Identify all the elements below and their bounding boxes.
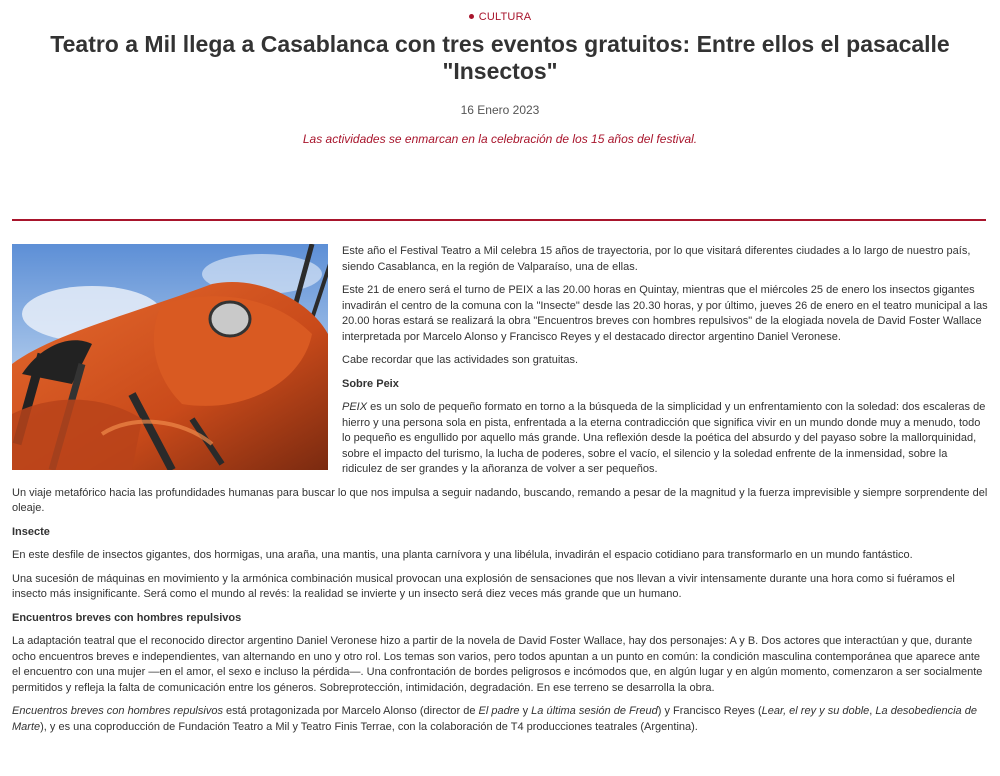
cast-em-3: La última sesión de Freud [531, 705, 658, 717]
peix-text: es un solo de pequeño formato en torno a la búsqueda de la simplicidad y un enfrentamiento con la soledad: dos escaleras de hierro y una persona sola en pista, enfrentada a la eterna contradicción que significa vivir en un mundo donde muy a menudo, todo lo pequeño es engullido por aquello más grande. Una reflexión desde la poética del absurdo y del payaso sobre la mallorquinidad, sobre el impacto del turismo, la lucha de poderes, sobre el vacío, el silencio y la soledad enfrente de la inmensidad, sobre la ridiculez de ser grandes y la añoranza de volver a ser pequeños. [342, 401, 986, 475]
article-title: Teatro a Mil llega a Casablanca con tres eventos gratuitos: Entre ellos el pasacalle "Insectos" [50, 31, 950, 84]
category-dot-icon [469, 14, 474, 19]
article-lead: Las actividades se enmarcan en la celebración de los 15 años del festival. [302, 132, 698, 146]
header-divider [12, 219, 986, 221]
paragraph-free: Cabe recordar que las actividades son gratuitas. [342, 354, 579, 366]
cast-em-2: El padre [478, 705, 520, 717]
paragraph-intro: Este año el Festival Teatro a Mil celebra 15 años de trayectoria, por lo que visitará diferentes ciudades a lo largo de nuestro país, siendo Casablanca, en la región de Valparaíso, una de ellas. [342, 245, 971, 273]
cast-em-5: La desobediencia de Marte [12, 705, 977, 733]
cast-text-2: y [519, 705, 532, 717]
cast-text-3: ) y Francisco Reyes ( [657, 705, 762, 717]
article-body [12, 244, 988, 743]
paragraph-journey: Un viaje metafórico hacia las profundidades humanas para buscar lo que nos impulsa a seguir nadando, buscando, remando a pesar de la magnitud y la fuerza imprevisible y siempre sorprendente del oleaje. [12, 486, 988, 514]
subheading-insecte: Insecte [12, 525, 50, 538]
cast-text-4: , [869, 705, 876, 717]
cast-text-5: ), y es una coproducción de Fundación Teatro a Mil y Teatro Finis Terrae, con la colaboración de T4 producciones teatrales (Argentina). [40, 720, 698, 733]
article-date: 16 Enero 2023 [460, 103, 540, 117]
peix-em: PEIX [342, 401, 368, 413]
paragraph-insecte-parade: En este desfile de insectos gigantes, dos hormigas, una araña, una mantis, una planta carnívora y una libélula, invadirán el espacio cotidiano para transformarlo en un mundo fantástico. [12, 549, 913, 561]
cast-em-1: Encuentros breves con hombres repulsivos [12, 705, 223, 717]
category-text[interactable]: CULTURA [478, 11, 532, 23]
subheading-encuentros: Encuentros breves con hombres repulsivos [12, 611, 242, 624]
cast-em-4: Lear, el rey y su doble [761, 705, 870, 717]
paragraph-encuentros: La adaptación teatral que el reconocido director argentino Daniel Veronese hizo a partir de la novela de David Foster Wallace, hay dos personajes: A y B. Dos actores que interactúan y que, durante ocho encuentros breves e independientes, van alternando en uno y otro rol. Los temas son varios, pero todos apuntan a un punto en común: la condición masculina contemporánea que aparece ante el encuentro con una mujer —en el amor, el sexo e incluso la pérdida—. Una confrontación de bordes peligrosos e incómodos que, en algún lugar y en algún momento, comenzaron a ser socialmente permitidos y refleja la falta de comunicación entre los géneros. Sobreprotección, intimidación, degradación. En ese terreno se desarrolla la obra. [12, 635, 983, 694]
cast-text-1: está protagonizada por Marcelo Alonso (director de [222, 705, 479, 717]
article-photo [12, 244, 328, 470]
subheading-peix: Sobre Peix [342, 377, 399, 390]
category-label[interactable] [0, 11, 1000, 23]
paragraph-schedule: Este 21 de enero será el turno de PEIX a las 20.00 horas en Quintay, mientras que el miércoles 25 de enero los insectos gigantes invadirán el centro de la comuna con la "Insecte" desde las 20.30 horas, y por último, jueves 26 de enero en el teatro municipal a las 20.00 horas estará se realizará la obra "Encuentros breves con hombres repulsivos" de la elogiada novela de David Foster Wallace interpretada por Marcelo Alonso y Francisco Reyes y el destacado director argentino Daniel Veronese. [342, 284, 988, 343]
paragraph-cast [12, 704, 988, 735]
paragraph-insecte-machines: Una sucesión de máquinas en movimiento y la armónica combinación musical provocan una explosión de sensaciones que nos llevan a vivir intensamente durante una hora como si fuéramos el insecto más insignificante. Será como el mundo al revés: la realidad se invierte y un insecto será diez veces más grande que un humano. [12, 572, 955, 600]
